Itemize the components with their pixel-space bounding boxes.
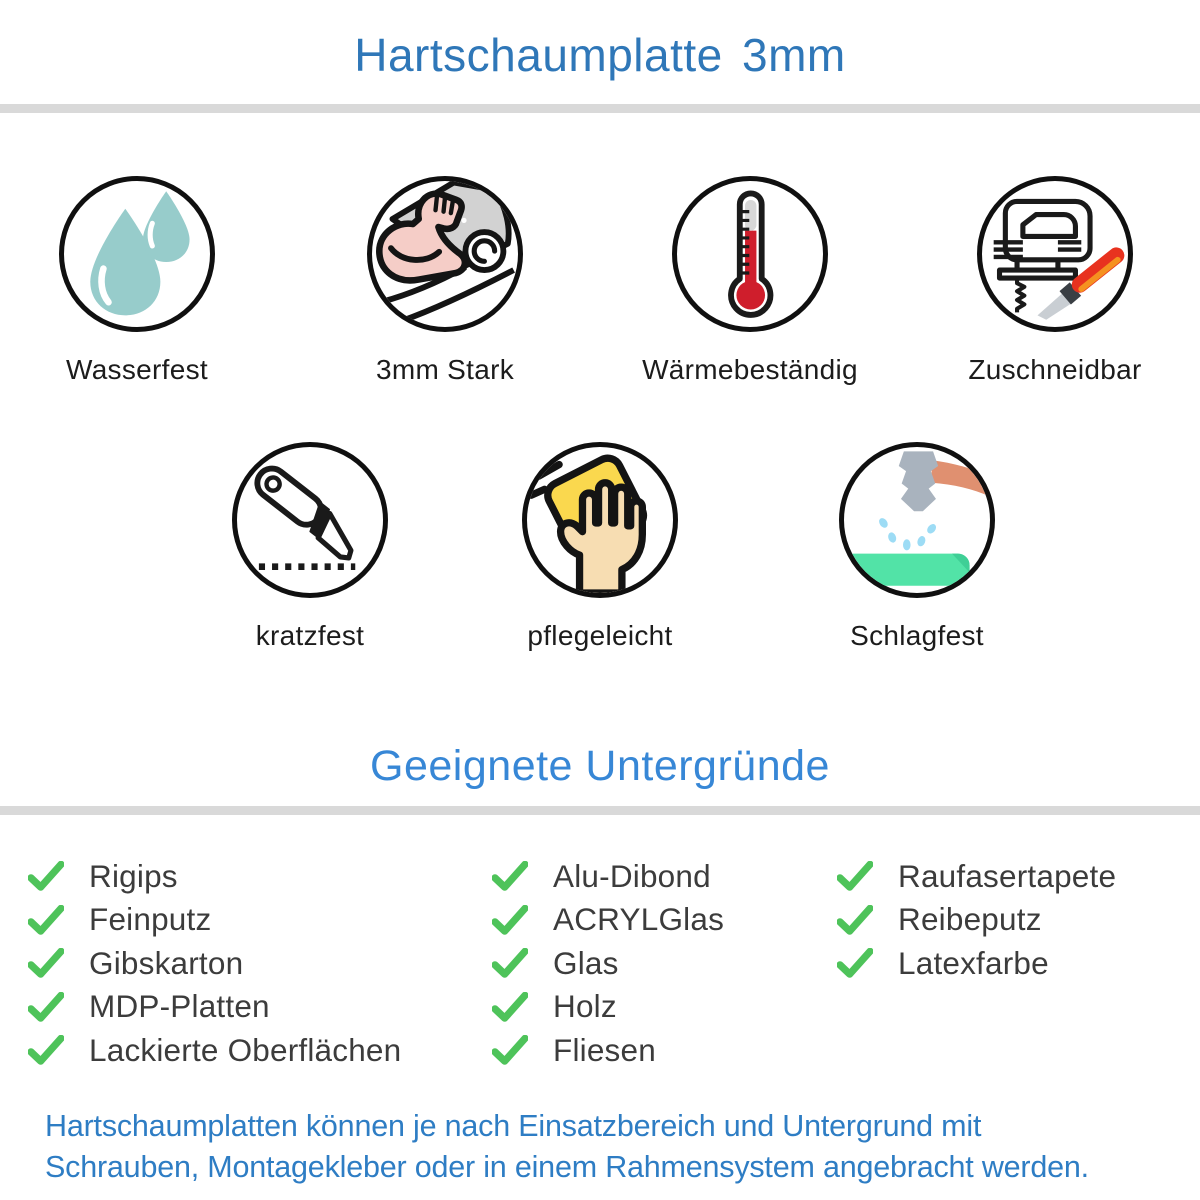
feature-label: pflegeleicht xyxy=(527,620,673,651)
check-icon xyxy=(492,905,528,935)
substrate-column-1 xyxy=(28,858,401,1076)
substrate-item xyxy=(28,989,401,1025)
feature-icon-circle xyxy=(522,442,678,598)
divider xyxy=(0,104,1200,113)
substrate-item xyxy=(28,1032,401,1068)
check-icon xyxy=(492,861,528,891)
check-icon xyxy=(492,1035,528,1065)
substrate-label: Rigips xyxy=(89,857,178,894)
feature-waermebestaendig xyxy=(600,176,900,386)
substrate-label: MDP-Platten xyxy=(89,988,270,1024)
feature-icon-circle xyxy=(232,442,388,598)
check-icon xyxy=(28,861,64,891)
substrate-item xyxy=(492,945,724,981)
substrate-label: Lackierte Oberflächen xyxy=(89,1031,402,1068)
feature-zuschneidbar xyxy=(905,176,1200,386)
substrate-item xyxy=(492,902,724,938)
footer-note xyxy=(45,1106,1175,1188)
thermometer-icon xyxy=(677,181,823,327)
check-icon xyxy=(837,861,873,891)
feature-label: Wärmebeständig xyxy=(642,354,858,385)
water-drops-icon xyxy=(64,181,210,327)
substrate-label: Raufasertapete xyxy=(898,857,1117,894)
substrate-item xyxy=(28,858,401,894)
substrate-label: Alu-Dibond xyxy=(553,857,711,894)
feature-label: kratzfest xyxy=(255,620,365,651)
substrate-label: Latexfarbe xyxy=(898,944,1049,981)
feature-icon-circle xyxy=(839,442,995,598)
substrate-item xyxy=(492,858,724,894)
footer-note-line: Hartschaumplatten können je nach Einsatzbereich und Untergrund mit xyxy=(45,1109,982,1143)
check-icon xyxy=(28,992,64,1022)
substrate-column-3 xyxy=(837,858,1116,989)
jigsaw-knife-icon xyxy=(982,181,1128,327)
substrate-label: Reibeputz xyxy=(898,901,1042,937)
substrate-label: Gibskarton xyxy=(89,944,244,981)
feature-label: Wasserfest xyxy=(66,354,208,385)
substrate-item xyxy=(837,945,1116,981)
substrate-label: ACRYLGlas xyxy=(553,901,725,937)
feature-pflegeleicht xyxy=(450,442,750,652)
feature-icon-circle xyxy=(59,176,215,332)
check-icon xyxy=(492,948,528,978)
feature-label: 3mm Stark xyxy=(375,354,515,385)
hammer-impact-icon xyxy=(844,447,990,593)
substrate-item xyxy=(28,902,401,938)
check-icon xyxy=(837,948,873,978)
substrate-item xyxy=(492,989,724,1025)
feature-icon-circle xyxy=(672,176,828,332)
section-heading: Geeignete Untergründe xyxy=(370,742,830,790)
check-icon xyxy=(28,1035,64,1065)
feature-icon-circle xyxy=(367,176,523,332)
substrate-label: Holz xyxy=(553,988,617,1024)
hand-cloth-icon xyxy=(527,447,673,593)
substrate-item xyxy=(837,858,1116,894)
page-title: Hartschaumplatte 3mm xyxy=(354,29,846,81)
substrate-item xyxy=(28,945,401,981)
substrate-item xyxy=(837,902,1116,938)
feature-label: Schlagfest xyxy=(850,620,984,651)
utility-knife-icon xyxy=(237,447,383,593)
substrate-column-2 xyxy=(492,858,724,1076)
substrate-label: Fliesen xyxy=(553,1031,656,1068)
footer-note-line: Schrauben, Montagekleber oder in einem Rahmensystem angebracht werden. xyxy=(45,1150,1089,1184)
check-icon xyxy=(28,905,64,935)
feature-wasserfest xyxy=(0,176,287,386)
flexed-arm-board-icon xyxy=(372,181,518,327)
substrate-label: Glas xyxy=(553,944,619,981)
check-icon xyxy=(837,905,873,935)
feature-label: Zuschneidbar xyxy=(968,354,1142,385)
feature-3mm-stark xyxy=(295,176,595,386)
feature-icon-circle xyxy=(977,176,1133,332)
feature-kratzfest xyxy=(160,442,460,652)
feature-schlagfest xyxy=(767,442,1067,652)
substrate-label: Feinputz xyxy=(89,901,212,937)
divider xyxy=(0,806,1200,815)
substrate-item xyxy=(492,1032,724,1068)
check-icon xyxy=(492,992,528,1022)
check-icon xyxy=(28,948,64,978)
